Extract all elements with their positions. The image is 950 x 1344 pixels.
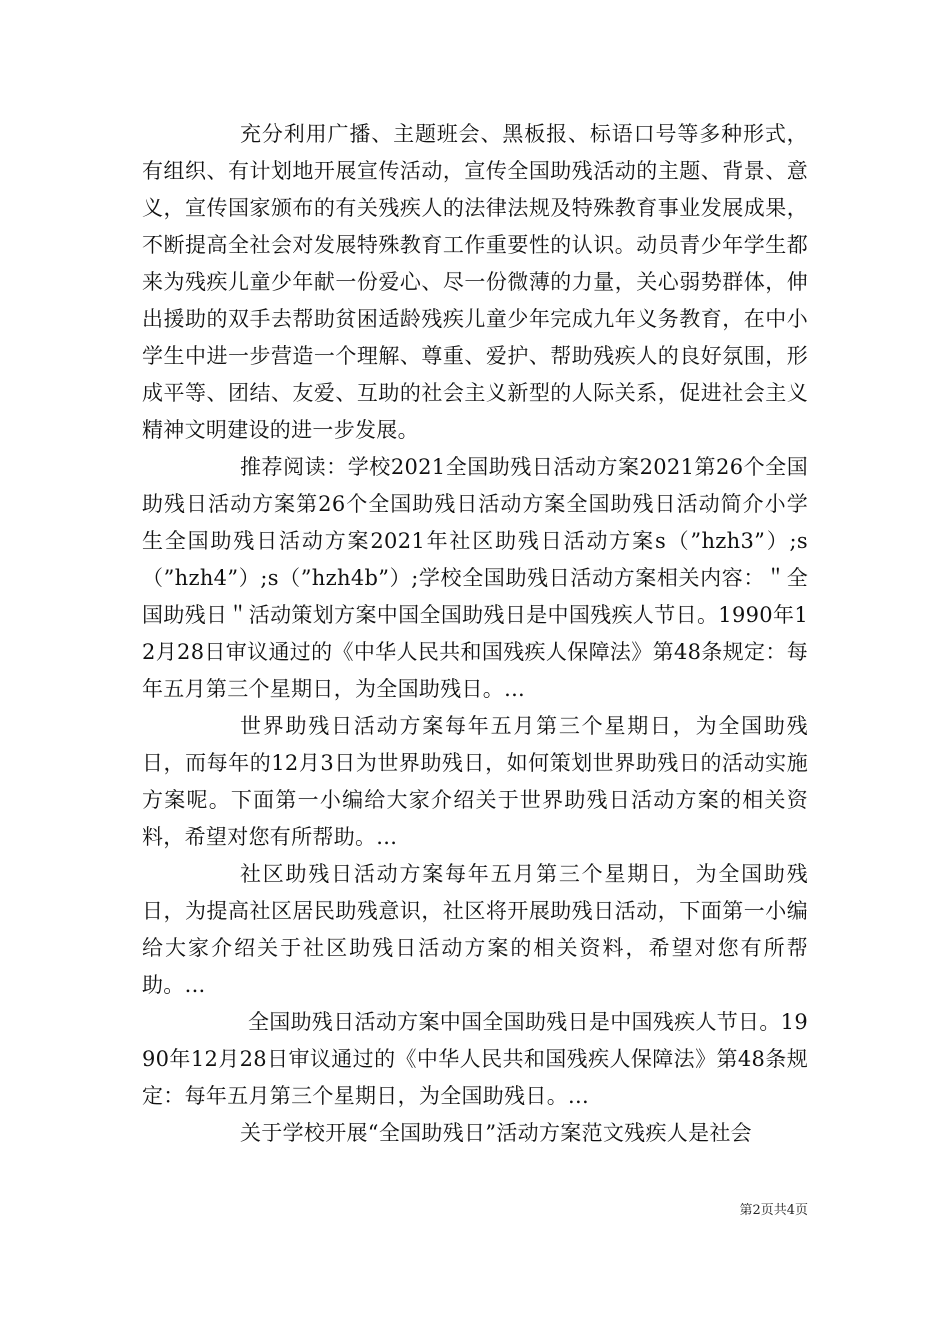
paragraph-school-plan: 关于学校开展“全国助残日”活动方案范文残疾人是社会	[240, 1121, 752, 1145]
document-body	[142, 116, 808, 1152]
paragraph-national-disability-day: 全国助残日活动方案中国全国助残日是中国残疾人节日。1990年12月28日审议通过的《中华人民共和国残疾人保障法》第48条规定：每年五月第三个星期日，为全国助残日。...	[142, 1010, 808, 1108]
paragraph-publicity: 充分利用广播、主题班会、黑板报、标语口号等多种形式，有组织、有计划地开展宣传活动，宣传全国助残活动的主题、背景、意义，宣传国家颁布的有关残疾人的法律法规及特殊教育事业发展成果，不断提高全社会对发展特殊教育工作重要性的认识。动员青少年学生都来为残疾儿童少年献一份爱心、尽一份微薄的力量，关心弱势群体，伸出援助的双手去帮助贫困适龄残疾儿童少年完成九年义务教育，在中小学生中进一步营造一个理解、尊重、爱护、帮助残疾人的良好氛围，形成平等、团结、友爱、互助的社会主义新型的人际关系，促进社会主义精神文明建设的进一步发展。	[142, 122, 808, 442]
paragraph-world-disability-day: 世界助残日活动方案每年五月第三个星期日，为全国助残日，而每年的12月3日为世界助残日，如何策划世界助残日的活动实施方案呢。下面第一小编给大家介绍关于世界助残日活动方案的相关资料，希望对您有所帮助。...	[142, 714, 808, 849]
page-number-footer: 第2页共4页	[739, 1203, 808, 1218]
paragraph-recommended-reading: 推荐阅读：学校2021全国助残日活动方案2021第26个全国助残日活动方案第26个全国助残日活动方案全国助残日活动简介小学生全国助残日活动方案2021年社区助残日活动方案s（”hzh3”）;s（”hzh4”）;s（”hzh4b”）;学校全国助残日活动方案相关内容：＂全国助残日＂活动策划方案中国全国助残日是中国残疾人节日。1990年12月28日审议通过的《中华人民共和国残疾人保障法》第48条规定：每年五月第三个星期日，为全国助残日。...	[142, 455, 808, 701]
paragraph-community-disability-day: 社区助残日活动方案每年五月第三个星期日，为全国助残日，为提高社区居民助残意识，社区将开展助残日活动，下面第一小编给大家介绍关于社区助残日活动方案的相关资料，希望对您有所帮助。...	[142, 862, 808, 997]
